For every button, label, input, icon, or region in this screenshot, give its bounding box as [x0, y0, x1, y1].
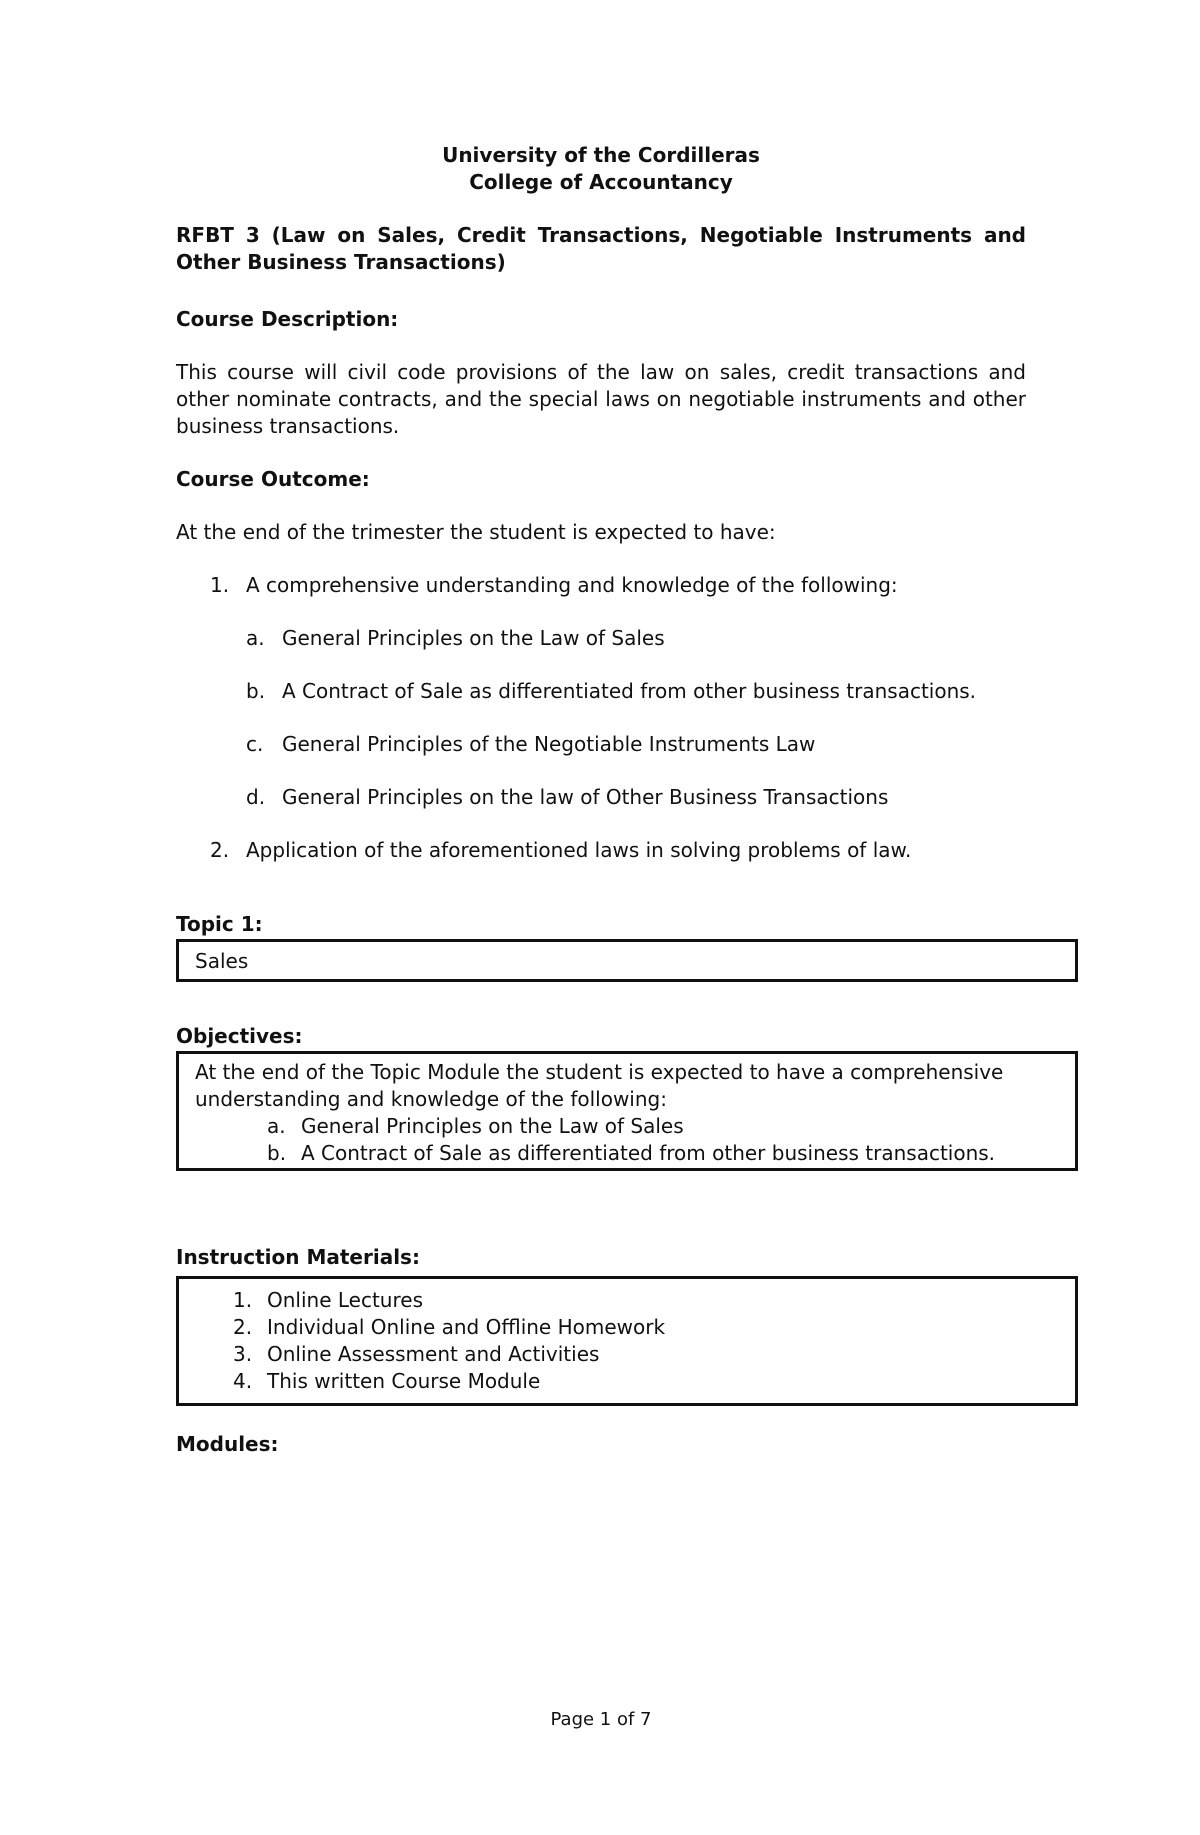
objective-item [195, 1140, 1063, 1167]
material-item-number: 4. [233, 1369, 253, 1393]
outcome-subitem-text: General Principles on the law of Other Business Transactions [282, 785, 889, 809]
material-item [179, 1314, 1063, 1341]
material-item [179, 1341, 1063, 1368]
material-item-number: 3. [233, 1342, 253, 1366]
outcome-subitem-letter: c. [246, 732, 264, 756]
outcome-subitem-letter: a. [246, 626, 265, 650]
outcome-subitem-letter: d. [246, 785, 266, 809]
outcome-subitem [246, 625, 665, 652]
instruction-materials-box [176, 1276, 1078, 1406]
objective-item-text: A Contract of Sale as differentiated from other business transactions. [301, 1141, 996, 1165]
course-title: RFBT 3 (Law on Sales, Credit Transactions, Negotiable Instruments and Other Business Transactions) [176, 223, 1026, 274]
topic-box [176, 939, 1078, 982]
objective-item-letter: b. [267, 1141, 287, 1165]
page-number: Page 1 of 7 [550, 1709, 652, 1730]
course-description-label: Course Description: [176, 307, 399, 331]
outcome-subitem-text: General Principles on the Law of Sales [282, 626, 665, 650]
outcome-subitem [246, 678, 976, 705]
instruction-materials-label: Instruction Materials: [176, 1245, 420, 1269]
outcome-subitem-text: General Principles of the Negotiable Instruments Law [282, 732, 816, 756]
outcome-item-number: 2. [210, 838, 230, 862]
material-item-text: Online Assessment and Activities [267, 1342, 600, 1366]
material-item [179, 1368, 1063, 1395]
material-item-number: 1. [233, 1288, 253, 1312]
outcome-item-number: 1. [210, 573, 230, 597]
material-item-text: This written Course Module [267, 1369, 541, 1393]
topic-value: Sales [195, 949, 249, 973]
objective-item [195, 1113, 1063, 1140]
outcome-subitem [246, 731, 815, 758]
objectives-box [176, 1051, 1078, 1171]
objectives-intro: At the end of the Topic Module the student is expected to have a comprehensive understanding and knowledge of the following: [195, 1060, 1004, 1111]
topic-label: Topic 1: [176, 912, 263, 936]
course-description-text: This course will civil code provisions of the law on sales, credit transactions and other nominate contracts, and the special laws on negotiable instruments and other business transactions. [176, 360, 1026, 438]
modules-label: Modules: [176, 1432, 279, 1456]
outcome-subitem-letter: b. [246, 679, 266, 703]
material-item-text: Online Lectures [267, 1288, 423, 1312]
course-outcome-intro: At the end of the trimester the student is expected to have: [176, 520, 776, 544]
document-header [176, 142, 1026, 196]
outcome-subitem-text: A Contract of Sale as differentiated from other business transactions. [282, 679, 977, 703]
objectives-label: Objectives: [176, 1024, 303, 1048]
course-outcome-label: Course Outcome: [176, 467, 370, 491]
material-item [179, 1287, 1063, 1314]
outcome-item-text: A comprehensive understanding and knowledge of the following: [246, 573, 898, 597]
material-item-number: 2. [233, 1315, 253, 1339]
outcome-item-text: Application of the aforementioned laws in solving problems of law. [246, 838, 912, 862]
outcome-item [210, 837, 911, 864]
college-name: College of Accountancy [469, 170, 733, 194]
university-name: University of the Cordilleras [442, 143, 760, 167]
objective-item-text: General Principles on the Law of Sales [301, 1114, 684, 1138]
objective-item-letter: a. [267, 1114, 286, 1138]
material-item-text: Individual Online and Offline Homework [267, 1315, 666, 1339]
outcome-subitem [246, 784, 888, 811]
document-page [176, 0, 1084, 1835]
outcome-item [210, 572, 898, 599]
